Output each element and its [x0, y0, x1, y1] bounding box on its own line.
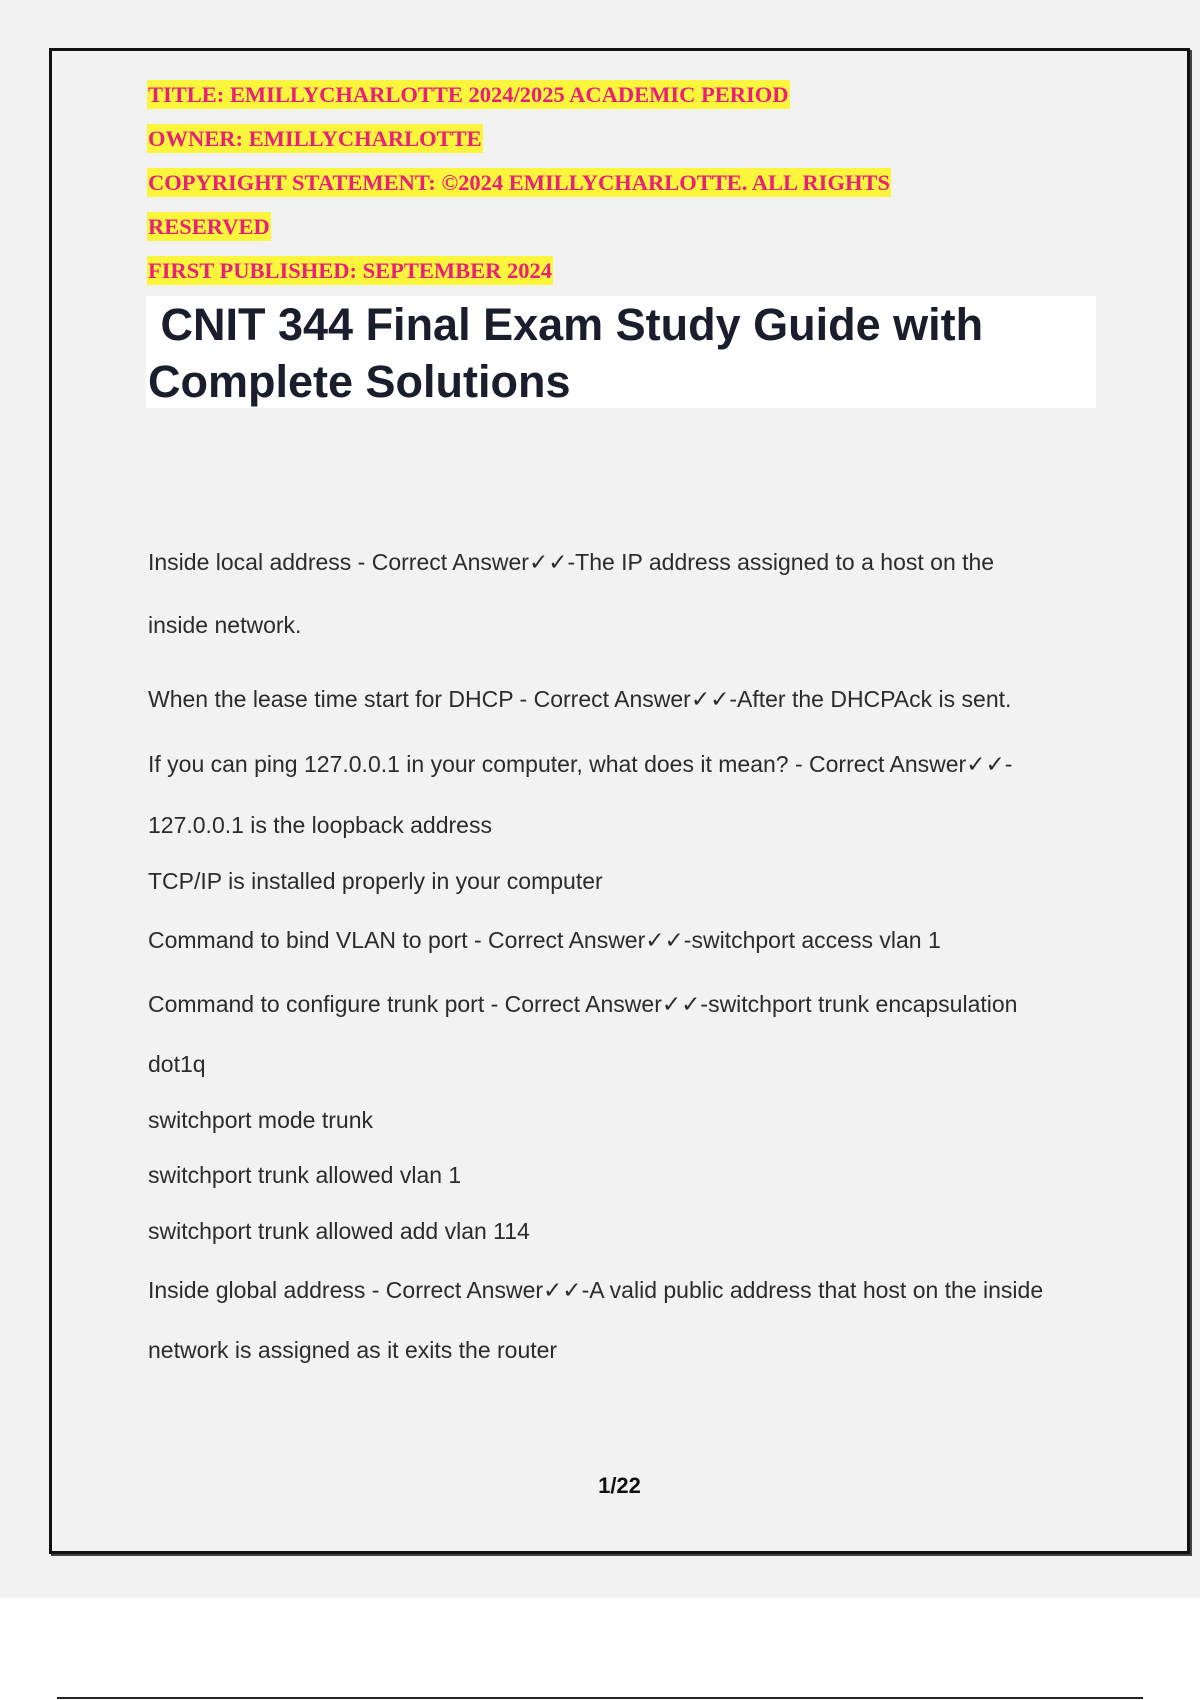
- qa-line: switchport trunk allowed add vlan 114: [148, 1218, 530, 1244]
- qa-line: inside network.: [148, 612, 302, 638]
- qa-line: Command to configure trunk port - Correct Answer✓✓-switchport trunk encapsulation: [148, 991, 1018, 1017]
- qa-line: network is assigned as it exits the router: [148, 1337, 558, 1363]
- metadata-copyright-line: COPYRIGHT STATEMENT: ©2024 EMILLYCHARLOTTE. ALL RIGHTS: [148, 170, 890, 195]
- document-title-line-2: Complete Solutions: [148, 356, 571, 407]
- metadata-header: [147, 73, 1047, 293]
- document-title-line-1: CNIT 344 Final Exam Study Guide with: [148, 299, 984, 350]
- metadata-copyright-line-continued: RESERVED: [148, 214, 270, 239]
- document-page: [49, 48, 1190, 1554]
- qa-line: TCP/IP is installed properly in your computer: [148, 868, 603, 894]
- qa-line: If you can ping 127.0.0.1 in your computer, what does it mean? - Correct Answer✓✓-: [148, 751, 1013, 777]
- qa-line: switchport mode trunk: [148, 1107, 373, 1133]
- next-page-top-edge: [57, 1697, 1143, 1699]
- metadata-title-line: TITLE: EMILLYCHARLOTTE 2024/2025 ACADEMIC PERIOD: [148, 82, 789, 107]
- qa-line: Inside global address - Correct Answer✓✓-A valid public address that host on the inside: [148, 1277, 1044, 1303]
- qa-line: Command to bind VLAN to port - Correct Answer✓✓-switchport access vlan 1: [148, 927, 941, 953]
- metadata-published-line: FIRST PUBLISHED: SEPTEMBER 2024: [148, 258, 553, 283]
- document-title-box: [146, 296, 1096, 408]
- qa-line: When the lease time start for DHCP - Correct Answer✓✓-After the DHCPAck is sent.: [148, 686, 1012, 712]
- qa-line: dot1q: [148, 1051, 206, 1077]
- metadata-owner-line: OWNER: EMILLYCHARLOTTE: [148, 126, 482, 151]
- page-number: 1/22: [598, 1473, 641, 1498]
- qa-line: Inside local address - Correct Answer✓✓-The IP address assigned to a host on the: [148, 549, 995, 575]
- qa-line: switchport trunk allowed vlan 1: [148, 1162, 462, 1188]
- page-gap: [0, 1598, 1200, 1700]
- qa-line: 127.0.0.1 is the loopback address: [148, 812, 492, 838]
